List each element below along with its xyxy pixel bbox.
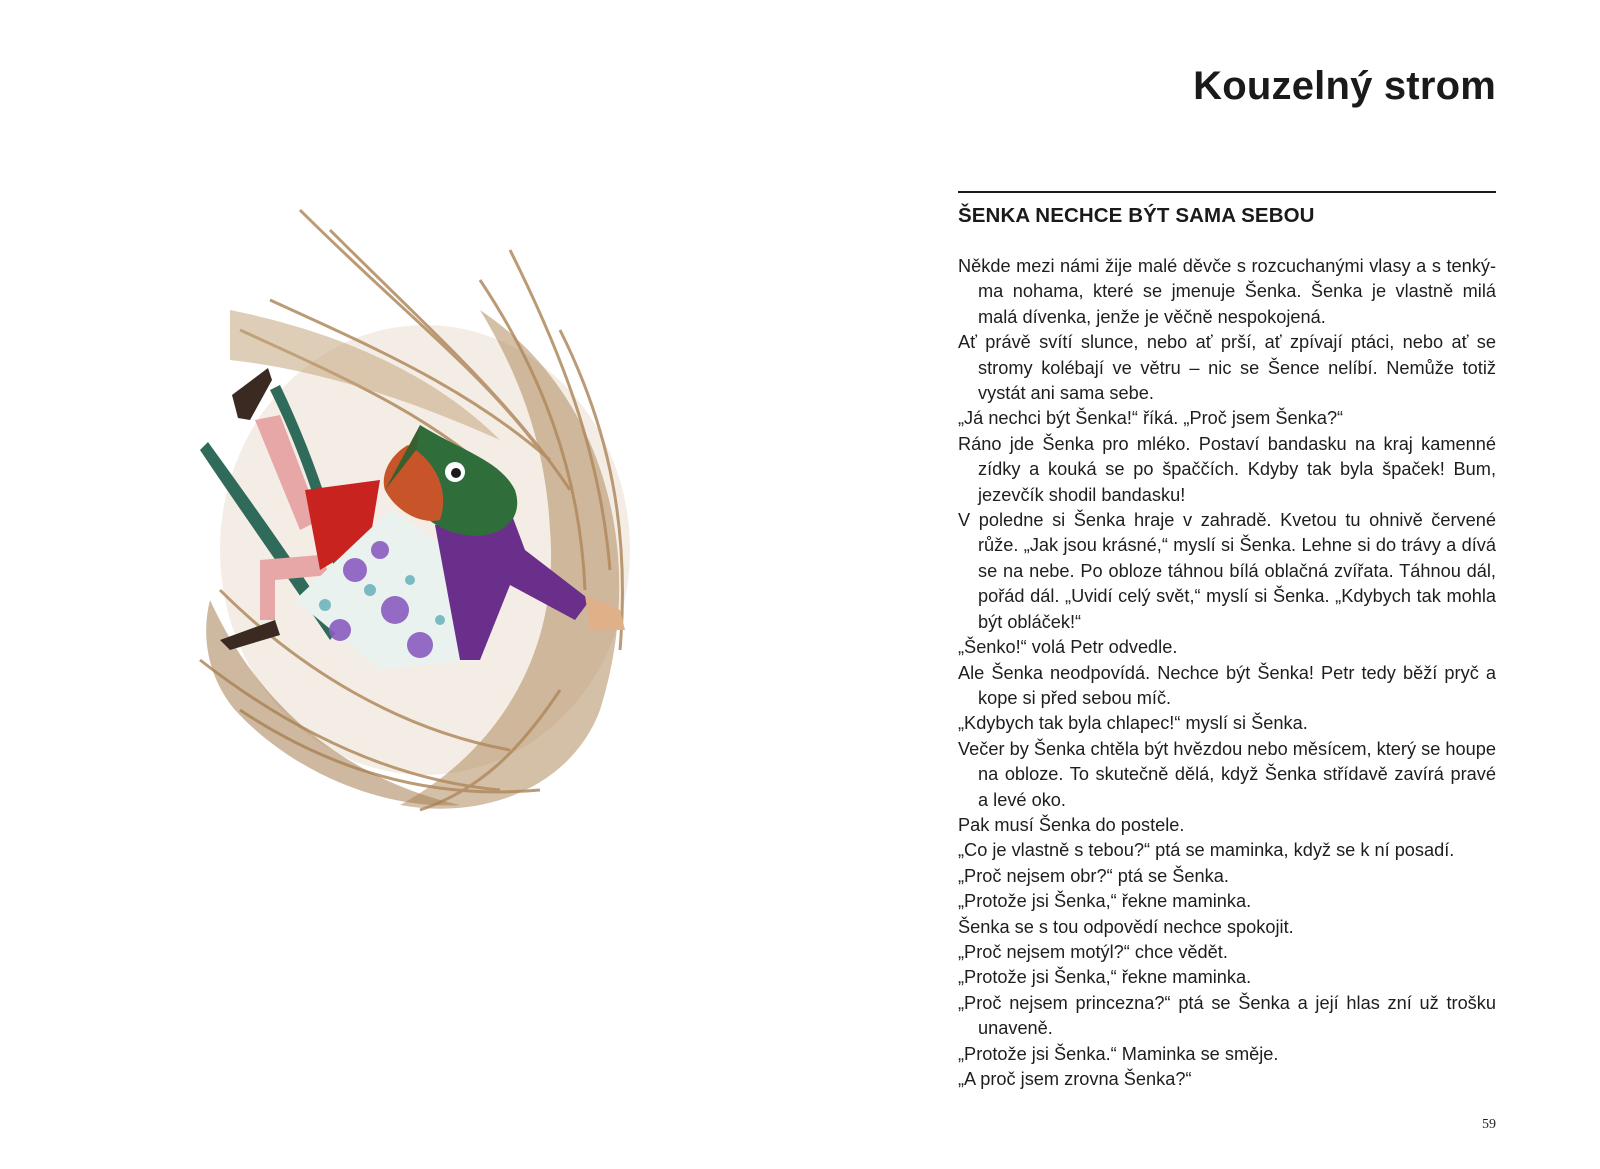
bird-in-feather-nest-illustration [180,190,650,830]
paragraph: „Protože jsi Šenka,“ řekne maminka. [958,967,1252,988]
paragraph: „A proč jsem zrovna Šenka?“ [958,1069,1192,1089]
paragraph: Ať právě svítí slunce, nebo ať prší, ať zpívají ptáci, nebo ať se stromy kolébají ve větru – nic se Šence nelíbí. Nemůže totiž vystát ani sama sebe. [958,332,1496,404]
story-text [958,254,1496,1092]
paragraph: „Protože jsi Šenka.“ Maminka se směje. [958,1043,1279,1064]
paragraph: Pak musí Šenka do postele. [958,814,1185,835]
paragraph: Ale Šenka neodpovídá. Nechce být Šenka! Petr tedy běží pryč a kope si před sebou míč. [958,662,1496,708]
illustration [180,190,650,830]
paragraph: Šenka se s tou odpovědí nechce spokojit. [958,916,1294,937]
paragraph: Večer by Šenka chtěla být hvězdou nebo měsícem, který se houpe na obloze. To skutečně dělá, když Šenka střídavě zavírá pravé a levé oko. [958,738,1496,810]
paragraph: Ráno jde Šenka pro mléko. Postaví bandasku na kraj kamenné zídky a kouká se po špaččích. Kdyby tak byla špaček! Bum, jezevčík shodil bandasku! [958,433,1496,505]
section-heading: ŠENKA NECHCE BÝT SAMA SEBOU [958,204,1315,227]
paragraph: „Protože jsi Šenka,“ řekne maminka. [958,891,1252,912]
paragraph: V poledne si Šenka hraje v zahradě. Kvetou tu ohnivě červené růže. „Jak jsou krásné,“ myslí si Šenka. Lehne si do trávy a dívá se na nebe. Po obloze táhnou bílá oblačná zvířata. Táhnou dál, pořád dál. „Uvidí celý svět,“ myslí si Šenka. „Kdybych tak mohla být obláček!“ [958,510,1496,632]
paragraph: „Proč nejsem obr?“ ptá se Šenka. [958,865,1229,886]
paragraph: „Já nechci být Šenka!“ říká. „Proč jsem Šenka?“ [958,408,1344,429]
paragraph: „Proč nejsem princezna?“ ptá se Šenka a její hlas zní už trošku unaveně. [958,992,1496,1039]
chapter-title: Kouzelný strom [1193,64,1496,108]
page-number: 59 [1482,1117,1496,1132]
section-divider [958,191,1496,193]
paragraph: Někde mezi námi žije malé děvče s rozcuchanými vlasy a s tenkýma nohama, které se jmenuje Šenka. Šenka je vlastně milá malá dívenka, jenže je věčně nespokojená. [958,256,1496,327]
paragraph: „Proč nejsem motýl?“ chce vědět. [958,941,1228,962]
paragraph: „Kdybych tak byla chlapec!“ myslí si Šenka. [958,713,1308,734]
paragraph: „Co je vlastně s tebou?“ ptá se maminka, když se k ní posadí. [958,840,1455,861]
paragraph: „Šenko!“ volá Petr odvedle. [958,637,1178,658]
